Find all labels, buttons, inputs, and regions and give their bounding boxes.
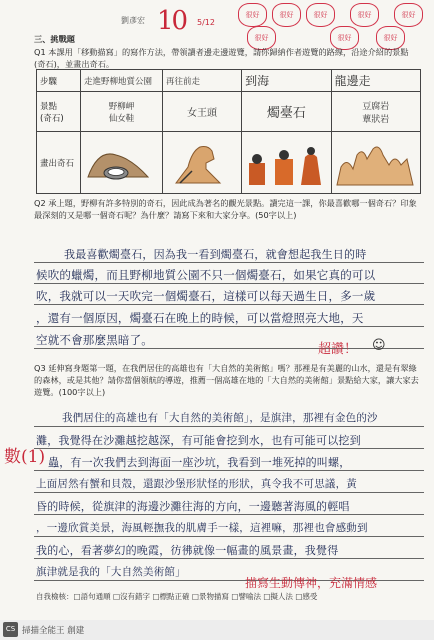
q2-answer-line: 我最喜歡燭臺石，因為我一看到燭臺石，就會想起我生日的時 xyxy=(64,248,367,261)
q2-answer-line: 候吹的蠟燭，而且野柳地質公園不只一個燭臺石，如果它真的可以 xyxy=(36,268,376,282)
fairy-shoe-sketch xyxy=(84,137,154,187)
praise-seal: 很好 xyxy=(306,3,335,27)
section-title: 三、挑戰題 xyxy=(34,34,75,44)
spot-cell: 野柳岬 仙女鞋 xyxy=(81,92,163,132)
spot-cell: 豆腐岩 蕈狀岩 xyxy=(331,92,420,132)
praise-seal: 很好 xyxy=(247,26,276,50)
step-cell: 再往前走 xyxy=(163,70,242,92)
score-mark: 10 xyxy=(157,6,187,36)
praise-seal: 很好 xyxy=(350,3,379,27)
praise-seal: 很好 xyxy=(394,3,423,27)
spot-cell: 女王頭 xyxy=(163,92,242,132)
ruled-line xyxy=(34,348,424,349)
praise-seal: 很好 xyxy=(330,26,359,50)
route-table xyxy=(36,69,421,194)
q3-answer-line: ，一邊欣賞美景，海風輕撫我的肌膚手一樣，這裡嘛，那裡也會感動到 xyxy=(36,522,368,534)
ruled-line xyxy=(34,448,424,449)
ruled-line xyxy=(34,470,424,471)
praise-seal: 很好 xyxy=(376,26,405,50)
ruled-line xyxy=(34,283,424,284)
drawing-tofu-rock xyxy=(331,132,420,194)
ruled-line xyxy=(34,262,424,263)
q3-prompt: Q3 延伸寫身題第一題，在我們居住的高雄也有「大自然的美術館」嗎？那裡是有美麗的山水，還是有翠綠的森林，或是其他？請你當個領航的導遊，推薦一個高雄在地的「大自然的美術館」景點給大家，讓大家去遊覽。(100字以上) xyxy=(34,363,419,397)
scanner-credit: 掃描全能王 創建 xyxy=(22,626,85,636)
q3-answer-line: 灘，我覺得在沙灘越挖越深，有可能會挖到水，也有可能可以挖到 xyxy=(36,434,361,447)
q3-answer-line: 蟲，有一次我們去到海面一座沙坑，我看到一堆死掉的叫螺， xyxy=(48,456,351,469)
smiley-icon: ☺ xyxy=(372,338,386,353)
ruled-line xyxy=(34,536,424,537)
q1-prompt: Q1 本課用「移動描寫」的寫作方法，帶領讀者邊走邊遊覽，請你歸納作者遊覽的路線，沿途介紹的景點(奇石)，並畫出奇石。 xyxy=(34,47,409,69)
praise-seal: 很好 xyxy=(238,3,267,27)
row-label-drawings: 畫出奇石 xyxy=(37,132,81,194)
teacher-praise: 超讚！ xyxy=(318,342,358,357)
ruled-line xyxy=(34,514,424,515)
tofu-rock-sketch xyxy=(335,137,415,187)
drawing-fairy-shoe xyxy=(81,132,163,194)
margin-correction-mark: 數(1) xyxy=(4,447,46,467)
candle-rock-sketch xyxy=(245,137,325,187)
step-cell: 走進野柳地質公園 xyxy=(81,70,163,92)
ruled-line xyxy=(34,492,424,493)
date-mark: 5/12 xyxy=(197,18,215,27)
drawing-queens-head xyxy=(163,132,242,194)
q3-answer-line: 我們居住的高雄也有「大自然的美術館」，是旗津，那裡有金色的沙 xyxy=(62,412,378,424)
step-cell: 龍邊走 xyxy=(331,70,420,92)
queens-head-sketch xyxy=(166,137,236,187)
q2-answer-line: 空就不會那麼黑暗了。 xyxy=(36,333,153,347)
q2-prompt: Q2 承上題，野柳有許多特別的奇石，因此成為著名的觀光景點。讀完這一課，你最喜歡哪一個奇石？印象最深刻的又是哪一個奇石呢？為什麼？請寫下來和大家分享。(50字以上) xyxy=(34,198,417,220)
ruled-line xyxy=(34,304,424,305)
spot-cell: 燭臺石 xyxy=(242,92,331,132)
row-label-spots: 景點 (奇石) xyxy=(37,92,81,132)
student-name-stamp: 劉彥宏 xyxy=(121,16,145,25)
q3-answer-line: 旗津就是我的「大自然美術館」 xyxy=(36,566,186,578)
q3-answer-line: 昏的時候，從旗津的海邊沙灘往海的方向，一邊聽著海風的輕唱 xyxy=(36,500,350,513)
camscanner-logo-icon: CS xyxy=(3,622,18,637)
ruled-line xyxy=(34,326,424,327)
praise-seal: 很好 xyxy=(272,3,301,27)
ruled-line xyxy=(34,558,424,559)
drawing-candle-rock xyxy=(242,132,331,194)
row-label-steps: 步驟 xyxy=(37,70,81,92)
ruled-line xyxy=(34,426,424,427)
q2-answer-line: 吹，我就可以一天吹完一個燭臺石，這樣可以每天過生日，多一歲 xyxy=(36,289,376,303)
q3-answer-line: 上面居然有蟹和貝殼，還跟沙堡形狀怪的形狀，真令我不可思議，黃 xyxy=(36,478,357,490)
step-cell: 到海 xyxy=(242,70,331,92)
q2-answer-line: ，還有一個原因，燭臺石在晚上的時候，可以當燈照亮大地，天 xyxy=(36,311,364,325)
q3-answer-line: 我的心，看著夢幻的晚霞，彷彿就像一幅畫的風景畫，我覺得 xyxy=(36,544,339,557)
teacher-comment: 描寫生動傳神，充滿情感 xyxy=(245,576,378,590)
self-check-list: 自我檢核：□語句通順 □沒有錯字 □標點正確 □景物描寫 □譬喻法 □擬人法 □感受 xyxy=(36,592,318,601)
